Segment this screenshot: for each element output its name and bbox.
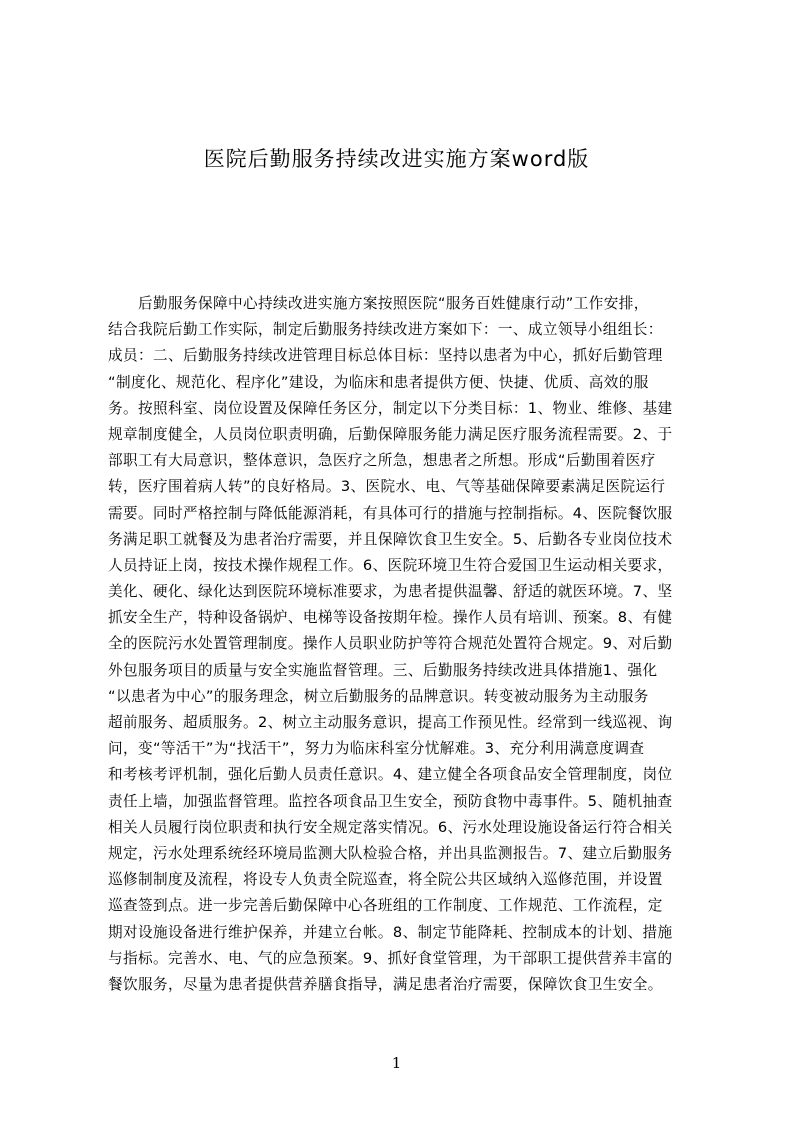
body-line: 务满足职工就餐及为患者治疗需要，并且保障饮食卫生安全。5、后勤各专业岗位技术 [108,530,673,548]
body-line: 外包服务项目的质量与安全实施监督管理。三、后勤服务持续改进具体措施1、强化 [108,661,658,679]
body-line: 部职工有大局意识，整体意识，急医疗之所急，想患者之所想。形成“后勤围着医疗 [108,452,656,470]
body-line: 问，变“等活干”为“找活干”，努力为临床科室分忧解难。3、充分利用满意度调查 [108,740,645,758]
body-line: 人员持证上岗，按技术操作规程工作。6、医院环境卫生符合爱国卫生运动相关要求， [108,556,673,574]
body-line: 需要。同时严格控制与降低能源消耗，有具体可行的措施与控制指标。4、医院餐饮服 [108,504,673,522]
body-line: 巡查签到点。进一步完善后勤保障中心各班组的工作制度、工作规范、工作流程，定 [108,897,663,915]
body-line: 规定，污水处理系统经环境局监测大队检验合格，并出具监测报告。7、建立后勤服务 [108,844,673,862]
body-line: 务。按照科室、岗位设置及保障任务区分，制定以下分类目标：1、物业、维修、基建 [108,399,673,417]
body-line: 抓安全生产，特种设备锅炉、电梯等设备按期年检。操作人员有培训、预案。8、有健 [108,609,673,627]
body-line: 全的医院污水处置管理制度。操作人员职业防护等符合规范处置符合规定。9、对后勤 [108,635,673,653]
body-line: 巡修制制度及流程，将设专人负责全院巡查，将全院公共区域纳入巡修范围，并设置 [108,871,663,889]
body-line: 期对设施设备进行维护保养，并建立台帐。8、制定节能降耗、控制成本的计划、措施 [108,923,673,941]
body-line: 和考核考评机制，强化后勤人员责任意识。4、建立健全各项食品安全管理制度，岗位 [108,766,673,784]
body-line: 成员：二、后勤服务持续改进管理目标总体目标：坚持以患者为中心，抓好后勤管理 [108,347,663,365]
document-body [108,291,698,1013]
body-line: 美化、硬化、绿化达到医院环境标准要求，为患者提供温馨、舒适的就医环境。7、坚 [108,583,673,601]
body-line: “制度化、规范化、程序化”建设，为临床和患者提供方便、快捷、优质、高效的服 [108,373,649,391]
document-title: 医院后勤服务持续改进实施方案word版 [203,147,590,171]
body-line: 与指标。完善水、电、气的应急预案。9、抓好食堂管理，为干部职工提供营养丰富的 [108,949,673,967]
body-line: 结合我院后勤工作实际，制定后勤服务持续改进方案如下：一、成立领导小组组长： [108,321,663,339]
page-number: 1 [391,1054,402,1072]
body-line: “以患者为中心”的服务理念，树立后勤服务的品牌意识。转变被动服务为主动服务 [108,687,649,705]
body-line: 餐饮服务，尽量为患者提供营养膳食指导，满足患者治疗需要，保障饮食卫生安全。 [108,975,663,993]
body-line: 规章制度健全，人员岗位职责明确，后勤保障服务能力满足医疗服务流程需要。2、于 [108,425,673,443]
body-line: 转，医疗围着病人转”的良好格局。3、医院水、电、气等基础保障要素满足医院运行 [108,478,666,496]
body-line: 后勤服务保障中心持续改进实施方案按照医院“服务百姓健康行动”工作安排， [138,295,649,312]
body-line: 相关人员履行岗位职责和执行安全规定落实情况。6、污水处理设施设备运行符合相关 [108,818,673,836]
body-line: 责任上墙，加强监督管理。监控各项食品卫生安全，预防食物中毒事件。5、随机抽查 [108,792,673,810]
body-line: 超前服务、超质服务。2、树立主动服务意识，提高工作预见性。经常到一线巡视、询 [108,714,673,731]
